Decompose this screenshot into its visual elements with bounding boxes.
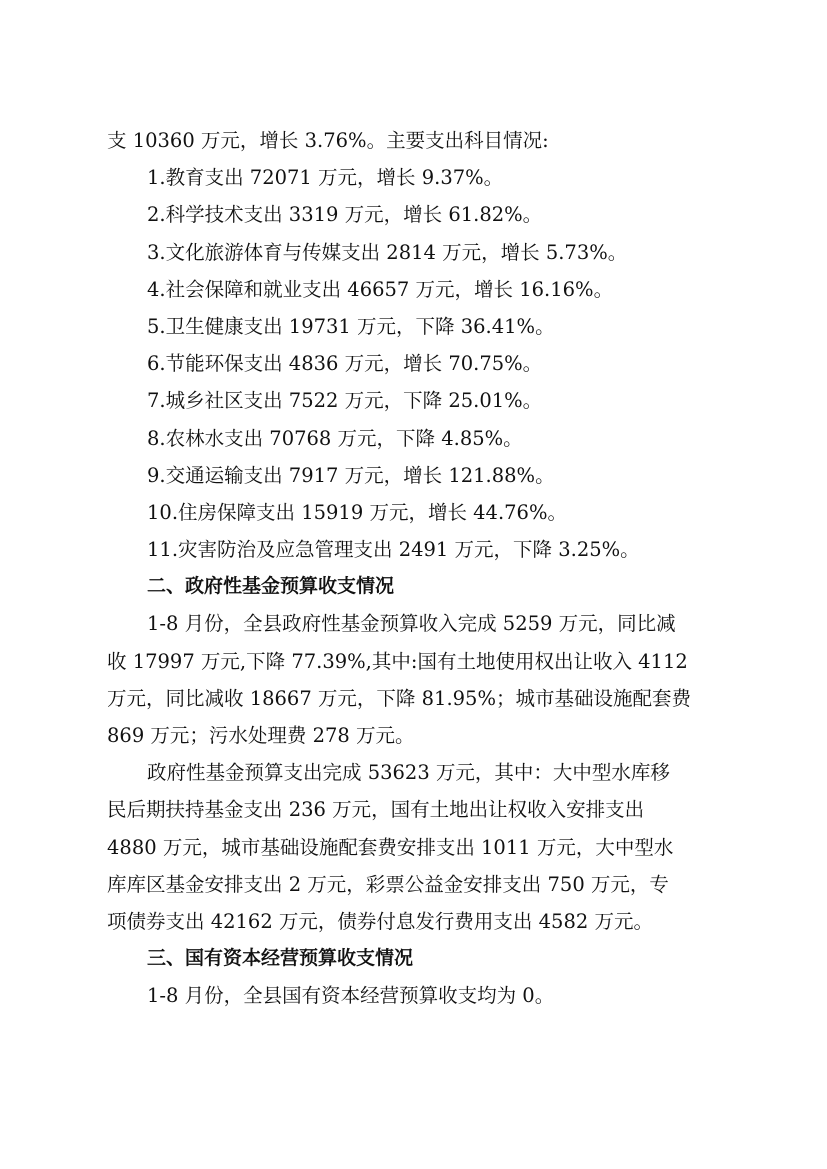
list-item-social-security: 4.社会保障和就业支出 46657 万元，增长 16.16%。: [147, 277, 614, 301]
list-item-transport: 9.交通运输支出 7917 万元，增长 121.88%。: [147, 463, 555, 487]
section-heading-state-capital: 三、国有资本经营预算收支情况: [147, 947, 414, 970]
list-item-disaster: 11.灾害防治及应急管理支出 2491 万元，下降 3.25%。: [147, 538, 640, 562]
list-item-education: 1.教育支出 72071 万元，增长 9.37%。: [147, 166, 504, 190]
list-item-housing: 10.住房保障支出 15919 万元，增长 44.76%。: [147, 500, 567, 524]
paragraph-line: 政府性基金预算支出完成 53623 万元，其中：大中型水库移: [147, 761, 670, 785]
paragraph-line: 库库区基金安排支出 2 万元，彩票公益金安排支出 750 万元，专: [107, 872, 669, 896]
list-item-science: 2.科学技术支出 3319 万元，增长 61.82%。: [147, 203, 543, 227]
paragraph-line: 4880 万元，城市基础设施配套费安排支出 1011 万元，大中型水: [107, 835, 674, 859]
paragraph-line: 支 10360 万元，增长 3.76%。主要支出科目情况:: [107, 129, 549, 152]
list-item-culture: 3.文化旅游体育与传媒支出 2814 万元，增长 5.73%。: [147, 240, 628, 264]
list-item-environment: 6.节能环保支出 4836 万元，增长 70.75%。: [147, 352, 543, 376]
paragraph-line: 收 17997 万元,下降 77.39%,其中:国有土地使用权出让收入 4112: [107, 649, 688, 673]
paragraph-line: 民后期扶持基金支出 236 万元，国有土地出让权收入安排支出: [107, 798, 645, 822]
paragraph-line: 万元，同比减收 18667 万元，下降 81.95%；城市基础设施配套费: [107, 686, 691, 710]
document-body: [107, 122, 727, 1015]
list-item-health: 5.卫生健康支出 19731 万元，下降 36.41%。: [147, 314, 555, 338]
paragraph-line: 1-8 月份，全县政府性基金预算收入完成 5259 万元，同比减: [147, 612, 676, 636]
list-item-urban-rural: 7.城乡社区支出 7522 万元，下降 25.01%。: [147, 389, 543, 413]
paragraph-line: 869 万元；污水处理费 278 万元。: [107, 724, 415, 747]
paragraph-line: 1-8 月份，全县国有资本经营预算收支均为 0。: [147, 984, 555, 1008]
list-item-agriculture: 8.农林水支出 70768 万元，下降 4.85%。: [147, 426, 523, 450]
paragraph-line: 项债券支出 42162 万元，债券付息发行费用支出 4582 万元。: [107, 909, 653, 933]
section-heading-government-fund: 二、政府性基金预算收支情况: [147, 575, 395, 598]
